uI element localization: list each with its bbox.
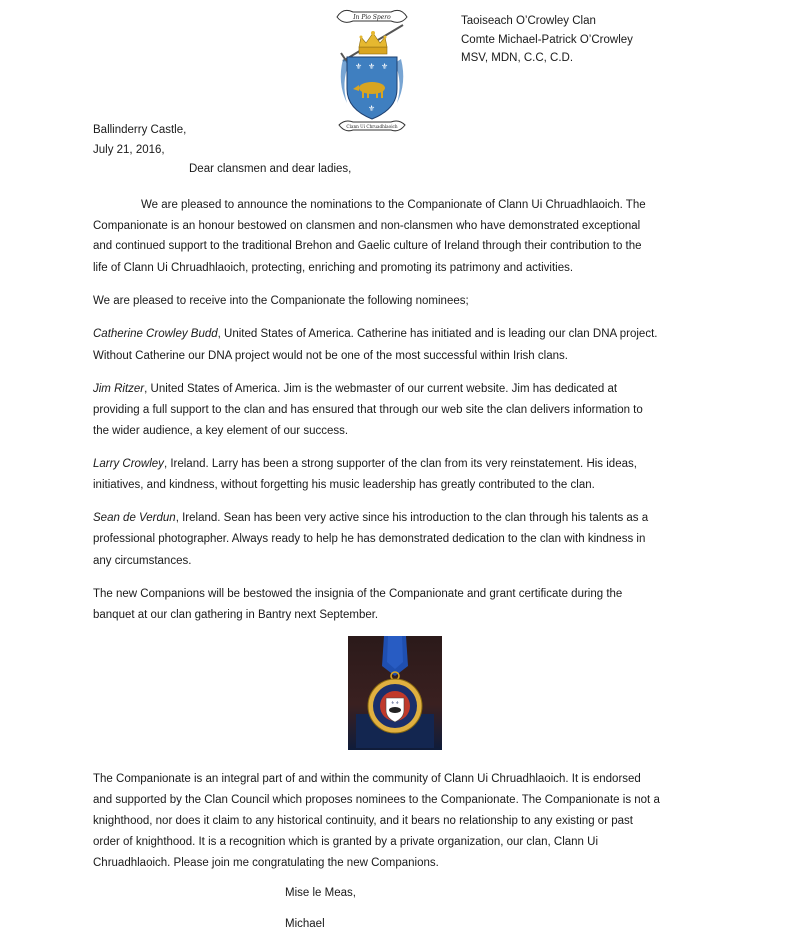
coat-of-arms [333,3,411,135]
motto-top: In Pio Spero [353,14,391,21]
nominee-name: Catherine Crowley Budd [93,328,218,340]
svg-text:⚜: ⚜ [355,62,363,71]
letter-place: Ballinderry Castle, [93,124,187,136]
medal-image [348,636,442,750]
coat-of-arms-image [333,3,411,135]
letterhead-name: Comte Michael-Patrick O’Crowley [461,34,633,46]
paragraph-line: We are pleased to announce the nominations to the Companionate of Clann Ui Chruadhlaoich. The [141,199,646,211]
nominee-line: initiatives, and kindness, without forgetting his music leadership has greatly contributed to the clan. [93,479,595,491]
nominee-text: , United States of America. Catherine has initiated and is leading our clan DNA project. [217,328,658,340]
paragraph-line: and continued support to the traditional Brehon and Gaelic culture of Ireland through their contribution to the [93,240,642,252]
nominee-line [93,512,648,524]
svg-text:⚜: ⚜ [368,104,376,113]
paragraph-line: Chruadhlaoich. Please join me congratulating the new Companions. [93,857,439,869]
paragraph-line: knighthood, nor does it claim to any historical continuity, and it bears no relationship to any existing or past [93,815,633,827]
svg-text:⚜: ⚜ [381,62,389,71]
letter-date: July 21, 2016, [93,144,165,156]
paragraph-line: Companionate is an honour bestowed on clansmen and non-clansmen who have demonstrated exceptional [93,220,641,232]
nominee-line: professional photographer. Always ready to help he has demonstrated dedication to the clan with kindness in [93,533,646,545]
letterhead-honours: MSV, MDN, C.C, C.D. [461,52,574,64]
nominee-line: the wider audience, a key element of our success. [93,425,349,437]
signoff: Mise le Meas, [285,887,356,899]
salutation: Dear clansmen and dear ladies, [189,163,352,175]
paragraph-line: banquet at our clan gathering in Bantry next September. [93,609,379,621]
receive-paragraph: We are pleased to receive into the Companionate the following nominees; [93,295,469,307]
nominee-line [93,458,637,470]
svg-text:⚜: ⚜ [368,62,376,71]
motto-bottom: Clann Uí Chruadhlaoich [346,124,398,129]
paragraph-line: and supported by the Clan Council which proposes nominees to the Companionate. The Companionate is not a [93,794,660,806]
nominee-line [93,383,617,395]
paragraph-line: order of knighthood. It is a recognition which is granted by a private organization, our clan, Clann Ui [93,836,599,848]
nominee-text: , United States of America. Jim is the webmaster of our current website. Jim has dedicated at [144,383,618,395]
nominee-line: providing a full support to the clan and has ensured that through our web site the clan delivers information to [93,404,643,416]
paragraph-line: The new Companions will be bestowed the insignia of the Companionate and grant certificate during the [93,588,623,600]
svg-text:⚜ ⚜: ⚜ ⚜ [390,700,400,705]
nominee-text: , Ireland. Larry has been a strong supporter of the clan from its very reinstatement. His ideas, [163,458,637,470]
nominee-text: , Ireland. Sean has been very active since his introduction to the clan through his talents as a [175,512,649,524]
nominee-name: Sean de Verdun [93,512,176,524]
letterhead-title: Taoiseach O’Crowley Clan [461,15,596,27]
nominee-name: Larry Crowley [93,458,164,470]
nominee-line: any circumstances. [93,555,192,567]
medal-photo [348,636,442,750]
nominee-line [93,328,657,340]
signature: Michael [285,918,325,930]
paragraph-line: life of Clann Ui Chruadhlaoich, protecting, enriching and promoting its patrimony and activities. [93,262,574,274]
nominee-line: Without Catherine our DNA project would not be one of the most successful within Irish clans. [93,350,568,362]
nominee-name: Jim Ritzer [93,383,145,395]
paragraph-line: The Companionate is an integral part of and within the community of Clann Ui Chruadhlaoich. It is endorsed [93,773,641,785]
